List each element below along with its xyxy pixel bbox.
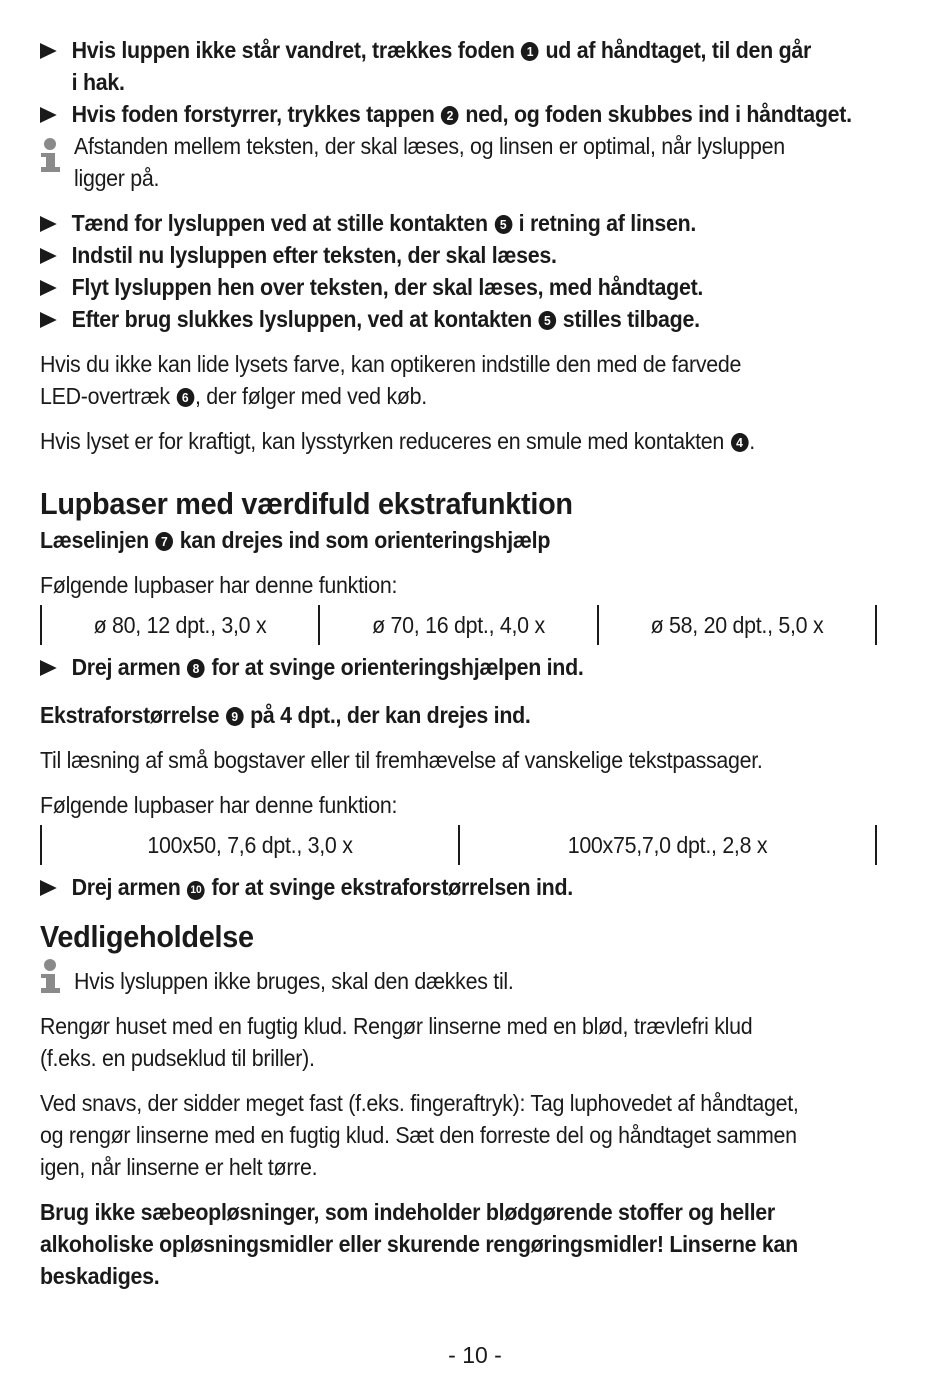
step-turn-arm-extra: Drej armen 10 for at svinge ekstraforstørrelsen ind.: [40, 871, 840, 903]
intro-following-bases: Følgende lupbaser har denne funktion:: [40, 792, 398, 818]
callout-number: 1: [521, 42, 539, 61]
spec-item: ø 80, 12 dpt., 3,0 x: [93, 612, 267, 638]
bullet-arrow-icon: [40, 880, 57, 896]
step-move: Flyt lysluppen hen over teksten, der skal læses, med håndtaget.: [40, 271, 840, 303]
subheading-reading-line: Læselinjen 7 kan drejes ind som orienteringshjælp: [40, 527, 551, 553]
para-clean-housing-cont: (f.eks. en pudseklud til briller).: [40, 1045, 315, 1071]
step-adjust: Indstil nu lysluppen efter teksten, der skal læses.: [40, 239, 840, 271]
spec-item: 100x50, 7,6 dpt., 3,0 x: [147, 832, 353, 858]
specs-row-reading-line: [40, 605, 900, 645]
spec-item: ø 58, 20 dpt., 5,0 x: [650, 612, 824, 638]
specs-row-extra-magnification: [40, 825, 900, 865]
intro-following-bases: Følgende lupbaser har denne funktion:: [40, 572, 398, 598]
spec-separator: [875, 825, 877, 865]
bullet-arrow-icon: [40, 280, 57, 296]
spec-item: ø 70, 16 dpt., 4,0 x: [372, 612, 545, 638]
bullet-arrow-icon: [40, 43, 57, 59]
step-switch-off: Efter brug slukkes lysluppen, ved at kontakten 5 stilles tilbage.: [40, 303, 840, 335]
callout-number: 8: [187, 659, 205, 678]
info-icon: [40, 959, 60, 993]
spec-separator: [875, 605, 877, 645]
desc-extra-magnification: Til læsning af små bogstaver eller til fremhævelse af vanskelige tekstpassager.: [40, 747, 763, 773]
para-light-color: Hvis du ikke kan lide lysets farve, kan optikeren indstille den med de farvede: [40, 351, 742, 377]
callout-number: 5: [538, 311, 556, 330]
para-clean-housing: Rengør huset med en fugtig klud. Rengør linserne med en blød, trævlefri klud: [40, 1013, 753, 1039]
para-dirt: Ved snavs, der sidder meget fast (f.eks. fingeraftryk): Tag luphovedet af håndtaget,: [40, 1090, 799, 1116]
bullet-arrow-icon: [40, 216, 57, 232]
bullet-arrow-icon: [40, 312, 57, 328]
callout-number: 7: [156, 532, 174, 551]
para-light-color-cont: LED-overtræk 6 , der følger med ved køb.: [40, 383, 427, 409]
manual-page: [40, 34, 900, 1292]
spec-separator: [40, 605, 42, 645]
section-title-maintenance: Vedligeholdelse: [40, 919, 254, 954]
warning-text-cont: alkoholiske opløsningsmidler eller skurende rengøringsmidler! Linserne kan: [40, 1231, 798, 1257]
callout-number: 9: [226, 707, 244, 726]
step-switch-on: Tænd for lysluppen ved at stille kontakten 5 i retning af linsen.: [40, 207, 840, 239]
step-turn-arm-orientation: Drej armen 8 for at svinge orienteringshjælpen ind.: [40, 651, 840, 683]
spec-separator: [597, 605, 599, 645]
subheading-extra-magnification: Ekstraforstørrelse 9 på 4 dpt., der kan drejes ind.: [40, 702, 531, 728]
callout-number: 6: [176, 388, 194, 407]
warning-text: Brug ikke sæbeopløsninger, som indeholder blødgørende stoffer og heller: [40, 1199, 775, 1225]
callout-number: 10: [187, 881, 205, 900]
step-push-foot: Hvis foden forstyrrer, trykkes tappen 2 ned, og foden skubbes ind i håndtaget.: [40, 98, 840, 130]
spec-separator: [458, 825, 460, 865]
spec-separator: [40, 825, 42, 865]
info-icon: [40, 138, 60, 172]
bullet-arrow-icon: [40, 660, 57, 676]
bullet-arrow-icon: [40, 107, 57, 123]
para-dirt-cont: og rengør linserne med en fugtig klud. Sæt den forreste del og håndtaget sammen: [40, 1122, 797, 1148]
step-unfold-foot-cont: i hak.: [71, 69, 125, 95]
section-title-lupbaser: Lupbaser med værdifuld ekstrafunktion: [40, 486, 573, 521]
step-unfold-foot: Hvis luppen ikke står vandret, trækkes foden 1 ud af håndtaget, til den går: [40, 34, 840, 66]
para-light-strength: Hvis lyset er for kraftigt, kan lysstyrken reduceres en smule med kontakten 4 .: [40, 428, 755, 454]
bullet-arrow-icon: [40, 248, 57, 264]
spec-separator: [318, 605, 320, 645]
callout-number: 4: [731, 433, 749, 452]
info-note-cover: Hvis lysluppen ikke bruges, skal den dækkes til.: [40, 965, 900, 997]
callout-number: 5: [494, 215, 512, 234]
callout-number: 2: [441, 106, 459, 125]
page-number: - 10 -: [448, 1342, 502, 1368]
warning-text-cont: beskadiges.: [40, 1263, 160, 1289]
spec-item: 100x75,7,0 dpt., 2,8 x: [567, 832, 768, 858]
para-dirt-cont: igen, når linserne er helt tørre.: [40, 1154, 318, 1180]
info-note-distance: Afstanden mellem teksten, der skal læses, og linsen er optimal, når lysluppen ligger på.: [40, 130, 900, 194]
